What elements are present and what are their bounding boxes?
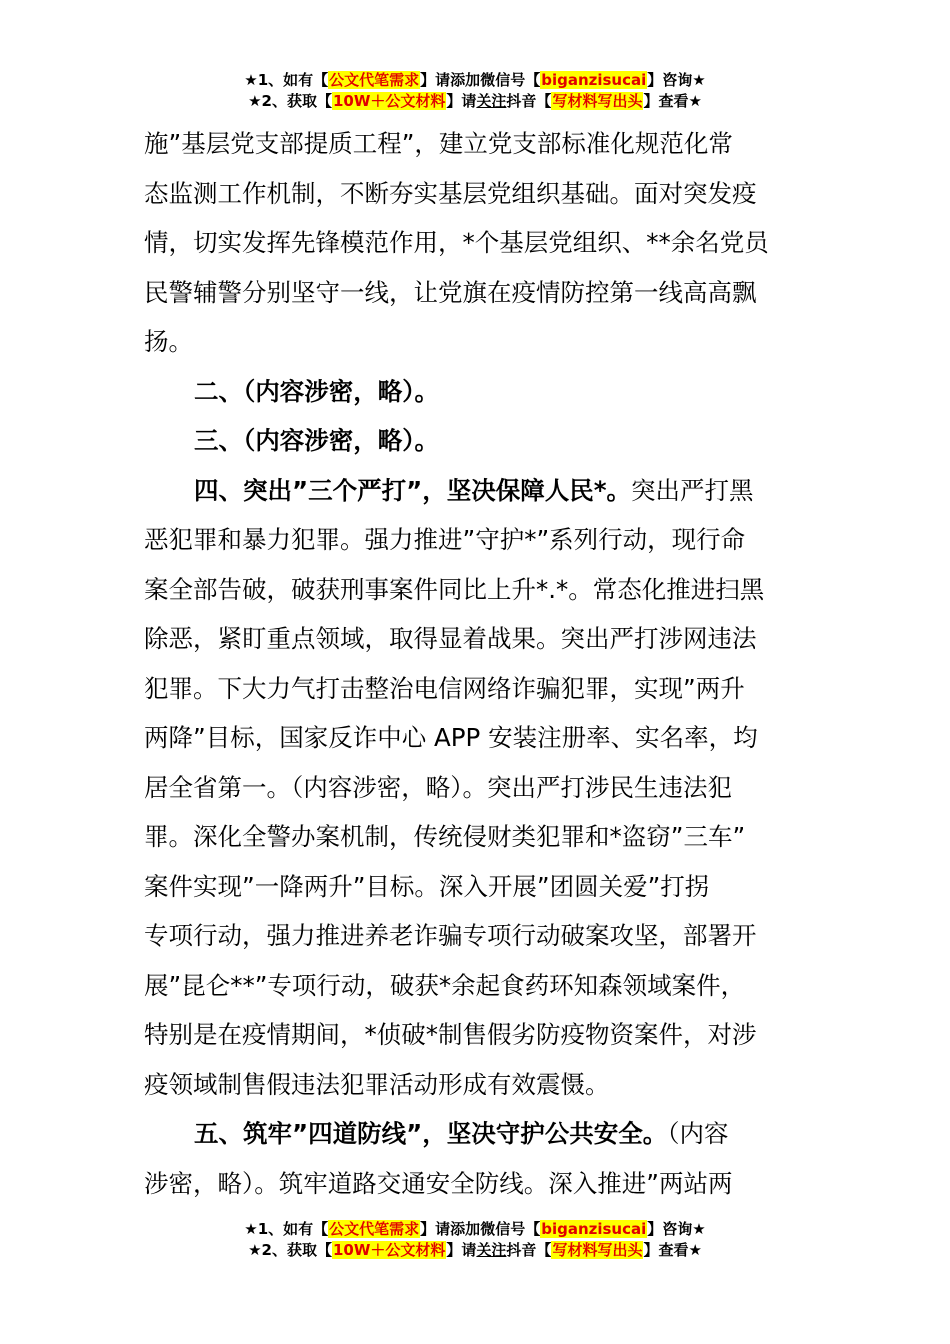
section-heading-2: 二、（内容涉密，略）。 (194, 376, 439, 406)
text-line: 涉密，略）。筑牢道路交通安全防线。深入推进”两站两 (144, 1168, 733, 1198)
banner-line-2: ★2、获取【10W＋公文材料】请关注抖音【写材料写出头】查看★ (248, 1241, 702, 1259)
text-line: 特别是在疫情期间，*侦破*制售假劣防疫物资案件，对涉 (144, 1020, 757, 1049)
text-line: 四、突出”三个严打”，坚决保障人民*。突出严打黑 (194, 475, 754, 505)
text-line: 犯罪。下大力气打击整治电信网络诈骗犯罪，实现”两升 (144, 673, 745, 703)
text-line: 案全部告破，破获刑事案件同比上升*.*。常态化推进扫黑 (144, 574, 765, 604)
highlight-label: 公文代笔需求 (329, 71, 420, 89)
banner-line-1: ★1、如有【公文代笔需求】请添加微信号【biganzisucai】咨询★ (244, 71, 706, 89)
wechat-id: biganzisucai (541, 1220, 647, 1238)
wechat-id: biganzisucai (541, 71, 647, 89)
section-heading-4: 四、突出”三个严打”，坚决保障人民*。 (194, 475, 632, 505)
text-line: 施”基层党支部提质工程”，建立党支部标准化规范化常 (144, 129, 733, 158)
text-line: 民警辅警分别坚守一线，让党旗在疫情防控第一线高高飘 (144, 277, 757, 307)
banner-line-2: ★2、获取【10W＋公文材料】请关注抖音【写材料写出头】查看★ (248, 92, 702, 110)
text-line: 两降”目标，国家反诈中心 APP 安装注册率、实名率，均 (144, 723, 758, 752)
text-line: 扬。 (144, 327, 193, 356)
section-heading-5: 五、筑牢”四道防线”，坚决守护公共安全。 (194, 1119, 668, 1148)
highlight-label: 10W＋公文材料 (332, 1241, 446, 1259)
highlight-label: 写材料写出头 (552, 1241, 643, 1259)
highlight-label: 10W＋公文材料 (332, 92, 446, 110)
text-line: 展”昆仑**”专项行动，破获*余起食药环知森领域案件， (144, 970, 746, 1000)
text-line: 五、筑牢”四道防线”，坚决守护公共安全。（内容 (194, 1119, 729, 1148)
text-line: 态监测工作机制，不断夯实基层党组织基础。面对突发疫 (144, 178, 757, 208)
text-line: 除恶，紧盯重点领域，取得显着战果。突出严打涉网违法 (144, 624, 757, 653)
text-line: 罪。深化全警办案机制，传统侵财类犯罪和*盗窃”三车” (144, 822, 746, 851)
document-body (144, 119, 808, 1208)
text-line: 情，切实发挥先锋模范作用，*个基层党组织、**余名党员 (144, 228, 769, 257)
text-line: 案件实现”一降两升”目标。深入开展”团圆关爱”打拐 (144, 871, 710, 901)
footer-banner (0, 1219, 950, 1261)
text-line: 居全省第一。（内容涉密，略）。突出严打涉民生违法犯 (144, 772, 732, 802)
highlight-label: 写材料写出头 (552, 92, 643, 110)
banner-line-1: ★1、如有【公文代笔需求】请添加微信号【biganzisucai】咨询★ (244, 1220, 706, 1238)
highlight-label: 公文代笔需求 (329, 1220, 420, 1238)
text-line: 恶犯罪和暴力犯罪。强力推进”守护*”系列行动，现行命 (144, 525, 746, 554)
text-line: 疫领域制售假违法犯罪活动形成有效震慑。 (144, 1069, 610, 1099)
header-banner (0, 70, 950, 112)
section-heading-3: 三、（内容涉密，略）。 (194, 426, 439, 455)
text-line: 专项行动，强力推进养老诈骗专项行动破案攻坚，部署开 (144, 921, 757, 950)
